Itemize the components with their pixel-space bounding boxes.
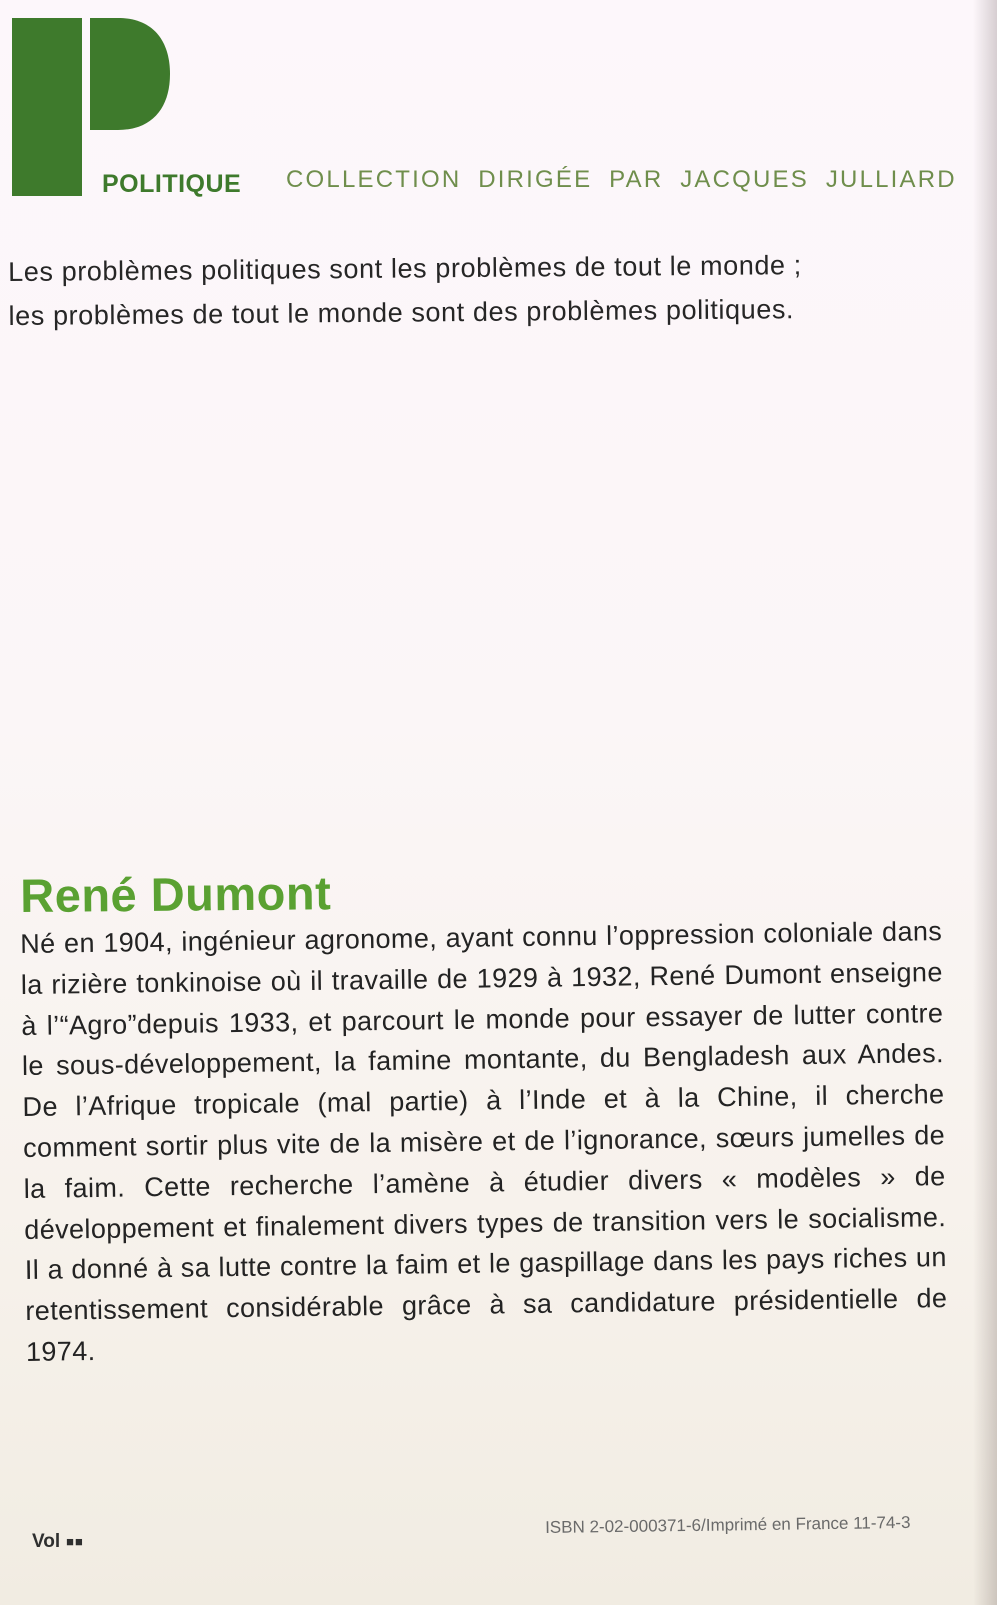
collection-name: POLITIQUE [102,170,242,198]
motto-line: Les problèmes politiques sont les problèmes de tout le monde ; [8,250,802,287]
volume-squares: ■■ [66,1534,84,1550]
collection-motto [8,242,969,338]
collection-header [102,166,957,200]
volume-marker [32,1531,84,1553]
isbn-imprint: ISBN 2-02-000371-6/Imprimé en France 11-74-3 [545,1512,911,1537]
volume-label: Vol [32,1531,61,1552]
author-name: René Dumont [20,866,332,922]
collection-director-text: COLLECTION DIRIGÉE PAR JACQUES JULLIARD [286,166,957,193]
motto-line: les problèmes de tout le monde sont des problèmes politiques. [8,294,795,331]
author-biography: Né en 1904, ingénieur agronome, ayant connu l’oppression coloniale dans la rizière tonkinoise où il travaille de 1929 à 1932, René Dumont enseigne à l’“Agro”depuis 1933, et parcourt le monde pour essayer de lutter contre le sous-développement, la famine montante, du Bengladesh aux Andes. De l’Afrique tropicale (mal partie) à l’Inde et à la Chine, il cherche comment sortir plus vite de la misère et de l’ignorance, sœurs jumelles de la faim. Cette recherche l’amène à étudier divers « modèles » de développement et finalement divers types de transition vers le socialisme. Il a donné à sa lutte contre la faim et le gaspillage dans les pays riches un retentissement considérable grâce à sa candidature présidentielle de 1974. [20,916,948,1367]
page-edge-shadow [973,0,997,1605]
